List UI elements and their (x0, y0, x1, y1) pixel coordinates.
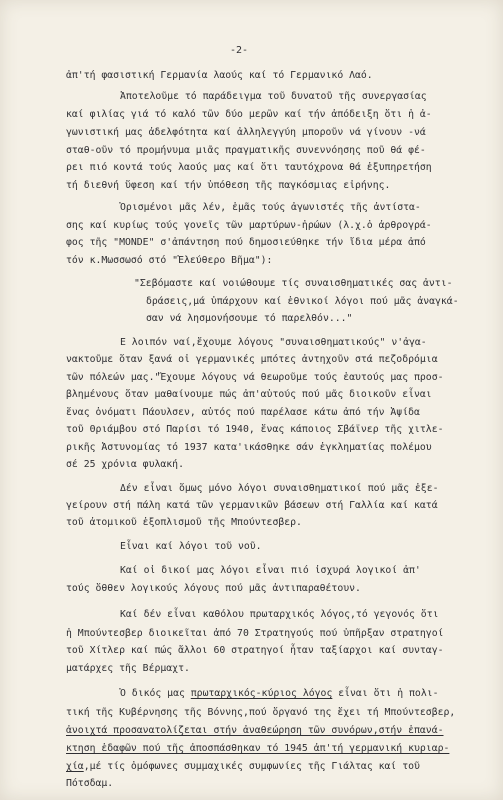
text-line: ἀπ'τή φασιστική Γερμανία λαούς καί τό Γερμανικό Λαό. (66, 70, 373, 81)
text-line (66, 725, 444, 737)
text-line: Πότσδαμ. (66, 778, 114, 789)
text-line: Δέν εἶναι ὅμως μόνο λόγοι συναισθηματικοί πού μᾶς ἐξε- (120, 483, 439, 494)
page-number: -2- (230, 45, 249, 56)
text-line (66, 761, 420, 773)
text-line: τοῦ ἀτομικοῦ ἐξοπλισμοῦ τῆς Μπούντεσβερ. (66, 517, 302, 528)
text-line: ἡ Μπούντεσβερ διοικεῖται ἀπό 70 Στρατηγούς πού ὑπῆρξαν στρατηγοί (66, 628, 444, 639)
text-line: τῶν πόλεών μας."Ἔχουμε λόγους νά θεωροῦμε τούς ἑαυτούς μας προσ- (66, 372, 444, 383)
text-segment: εἶναι ὅτι ἡ πολι- (332, 688, 439, 699)
text-line: τούς ὅθθεν λογικούς λόγους πού μᾶς ἀντιπαραθέτουν. (66, 583, 361, 594)
text-line: τοῦ Χίτλερ καί πώς ἄλλοι 60 στρατηγοί ἦταν ταξίαρχοι καί συνταγ- (66, 645, 444, 656)
text-line: τοῦ Θριάμβου στό Παρίσι τό 1940, ἕνας κάποιος Σβάϊνερ τῆς χιτλε- (66, 424, 444, 435)
text-segment: Ὁ δικός μας (120, 688, 191, 699)
text-line: τόν κ.Μωσσωσό στό "Ἐλεύθερο Βῆμα"): (66, 255, 273, 266)
text-line: σταθ-οῦν τό προμήνυμα μιᾶς πραγματικῆς συνεννόησης ποῦ θά φέ- (66, 145, 426, 156)
text-line (120, 688, 439, 700)
underlined-text: πρωταρχικός-κύριος λόγος (190, 688, 333, 699)
text-line: τική τῆς Κυβέρνησης τῆς Βόννης,πού ὄργανό της ἔχει τή Μπούντεσβερ, (66, 707, 456, 718)
text-line: Ὁρισμένοι μᾶς λέν, ἐμᾶς τούς ἀγωνιστές τῆς ἀντίστα- (120, 202, 421, 213)
text-line: Καί δέν εἶναι καθόλου πρωταρχικός λόγος,τό γεγονός ὅτι (120, 609, 439, 620)
text-line: Ἀποτελοῦμε τό παράδειγμα τοῦ δυνατοῦ τῆς συνεργασίας (120, 91, 427, 102)
text-line: γωνιστική μας ἀδελφότητα καί ἀλληλεγγύη μποροῦν νά γίνουν -νά (66, 127, 426, 138)
text-line: ἕνας ὀνόματι Πάουλσεν, αὐτός πού παρέλασε κάτω ἀπό τήν Ἁψίδα (66, 407, 420, 418)
text-line: φος τῆς "MONDE" σ'ἀπάντηση πού δημοσιεύθηκε τήν ἴδια μέρα ἀπό (66, 237, 426, 248)
underlined-text: κτηση ἐδαφῶν πού τῆς ἀποσπάσθηκαν τό 1945 ἀπ'τή γερμανική κυριαρ- (66, 743, 450, 754)
text-line: ματάρχες τῆς Βέρμαχτ. (66, 663, 190, 674)
text-line: νακτοῦμε ὅταν ξανά οἱ γερμανικές μπότες ἀντηχοῦν στά πεζοδρόμια (66, 354, 438, 365)
text-line: ρει πιό κοντά τούς λαούς μας καί ὅτι ταυτόχρονα θά ἐξυπηρετήση (66, 162, 432, 173)
text-line: Καί οἱ δικοί μας λόγοι εἶναι πιό ἰσχυρά λογικοί ἀπ' (120, 565, 421, 576)
text-line: τή διεθνή ὕφεση καί τήν ὑπόθεση τῆς παγκόσμιας εἰρήνης. (66, 180, 391, 191)
quote-line: δράσεις,μά ὑπάρχουν καί ἐθνικοί λόγοι πού μᾶς ἀναγκά- (146, 296, 459, 307)
quote-line: σαν νά λησμονήσουμε τό παρελθόν..." (146, 313, 353, 324)
quote-line: "Σεβόμαστε καί νοιώθουμε τίς συναισθηματικές σας ἀντι- (134, 278, 453, 289)
text-line (66, 743, 449, 755)
text-line: σης καί κυρίως τούς γονεῖς τῶν μαρτύρων-ἡρώων (λ.χ.ὁ ἀρθρογρά- (66, 220, 432, 231)
text-line: ρικῆς Ἀστυνομίας τό 1937 κατα'ικάσθηκε σάν ἐγκληματίας πολέμου (66, 442, 432, 453)
underlined-text: ἀνοιχτά προσανατολίζεται στήν ἀναθεώρηση τῶν συνόρων,στήν ἐπανά- (66, 725, 444, 736)
text-segment: ,μέ τίς ὁμόφωνες συμμαχικές συμφωνίες τῆς Γιάλτας καί τοῦ (83, 761, 420, 772)
text-line: βλημένους ὅταν μαθαίνουμε πώς ἀπ'αὐτούς πού μᾶς διοικοῦν εἶναι (66, 389, 432, 400)
text-line: Εἶναι καί λόγοι τοῦ νοῦ. (120, 541, 262, 552)
text-line: γείρουν στή πάλη κατά τῶν γερμανικῶν βάσεων στή Γαλλία καί κατά (66, 500, 438, 511)
text-line: Ε λοιπόν ναί,ἔχουμε λόγους "συναισθηματικούς" ν'ἀγα- (120, 337, 427, 348)
underlined-text: χία (66, 761, 84, 772)
text-line: σέ 25 χρόνια φυλακή. (66, 459, 184, 470)
text-line: καί φιλίας γιά τό καλό τῶν δύο μερῶν καί τήν ἀπόδειξη ὅτι ἡ ἀ- (66, 109, 432, 120)
